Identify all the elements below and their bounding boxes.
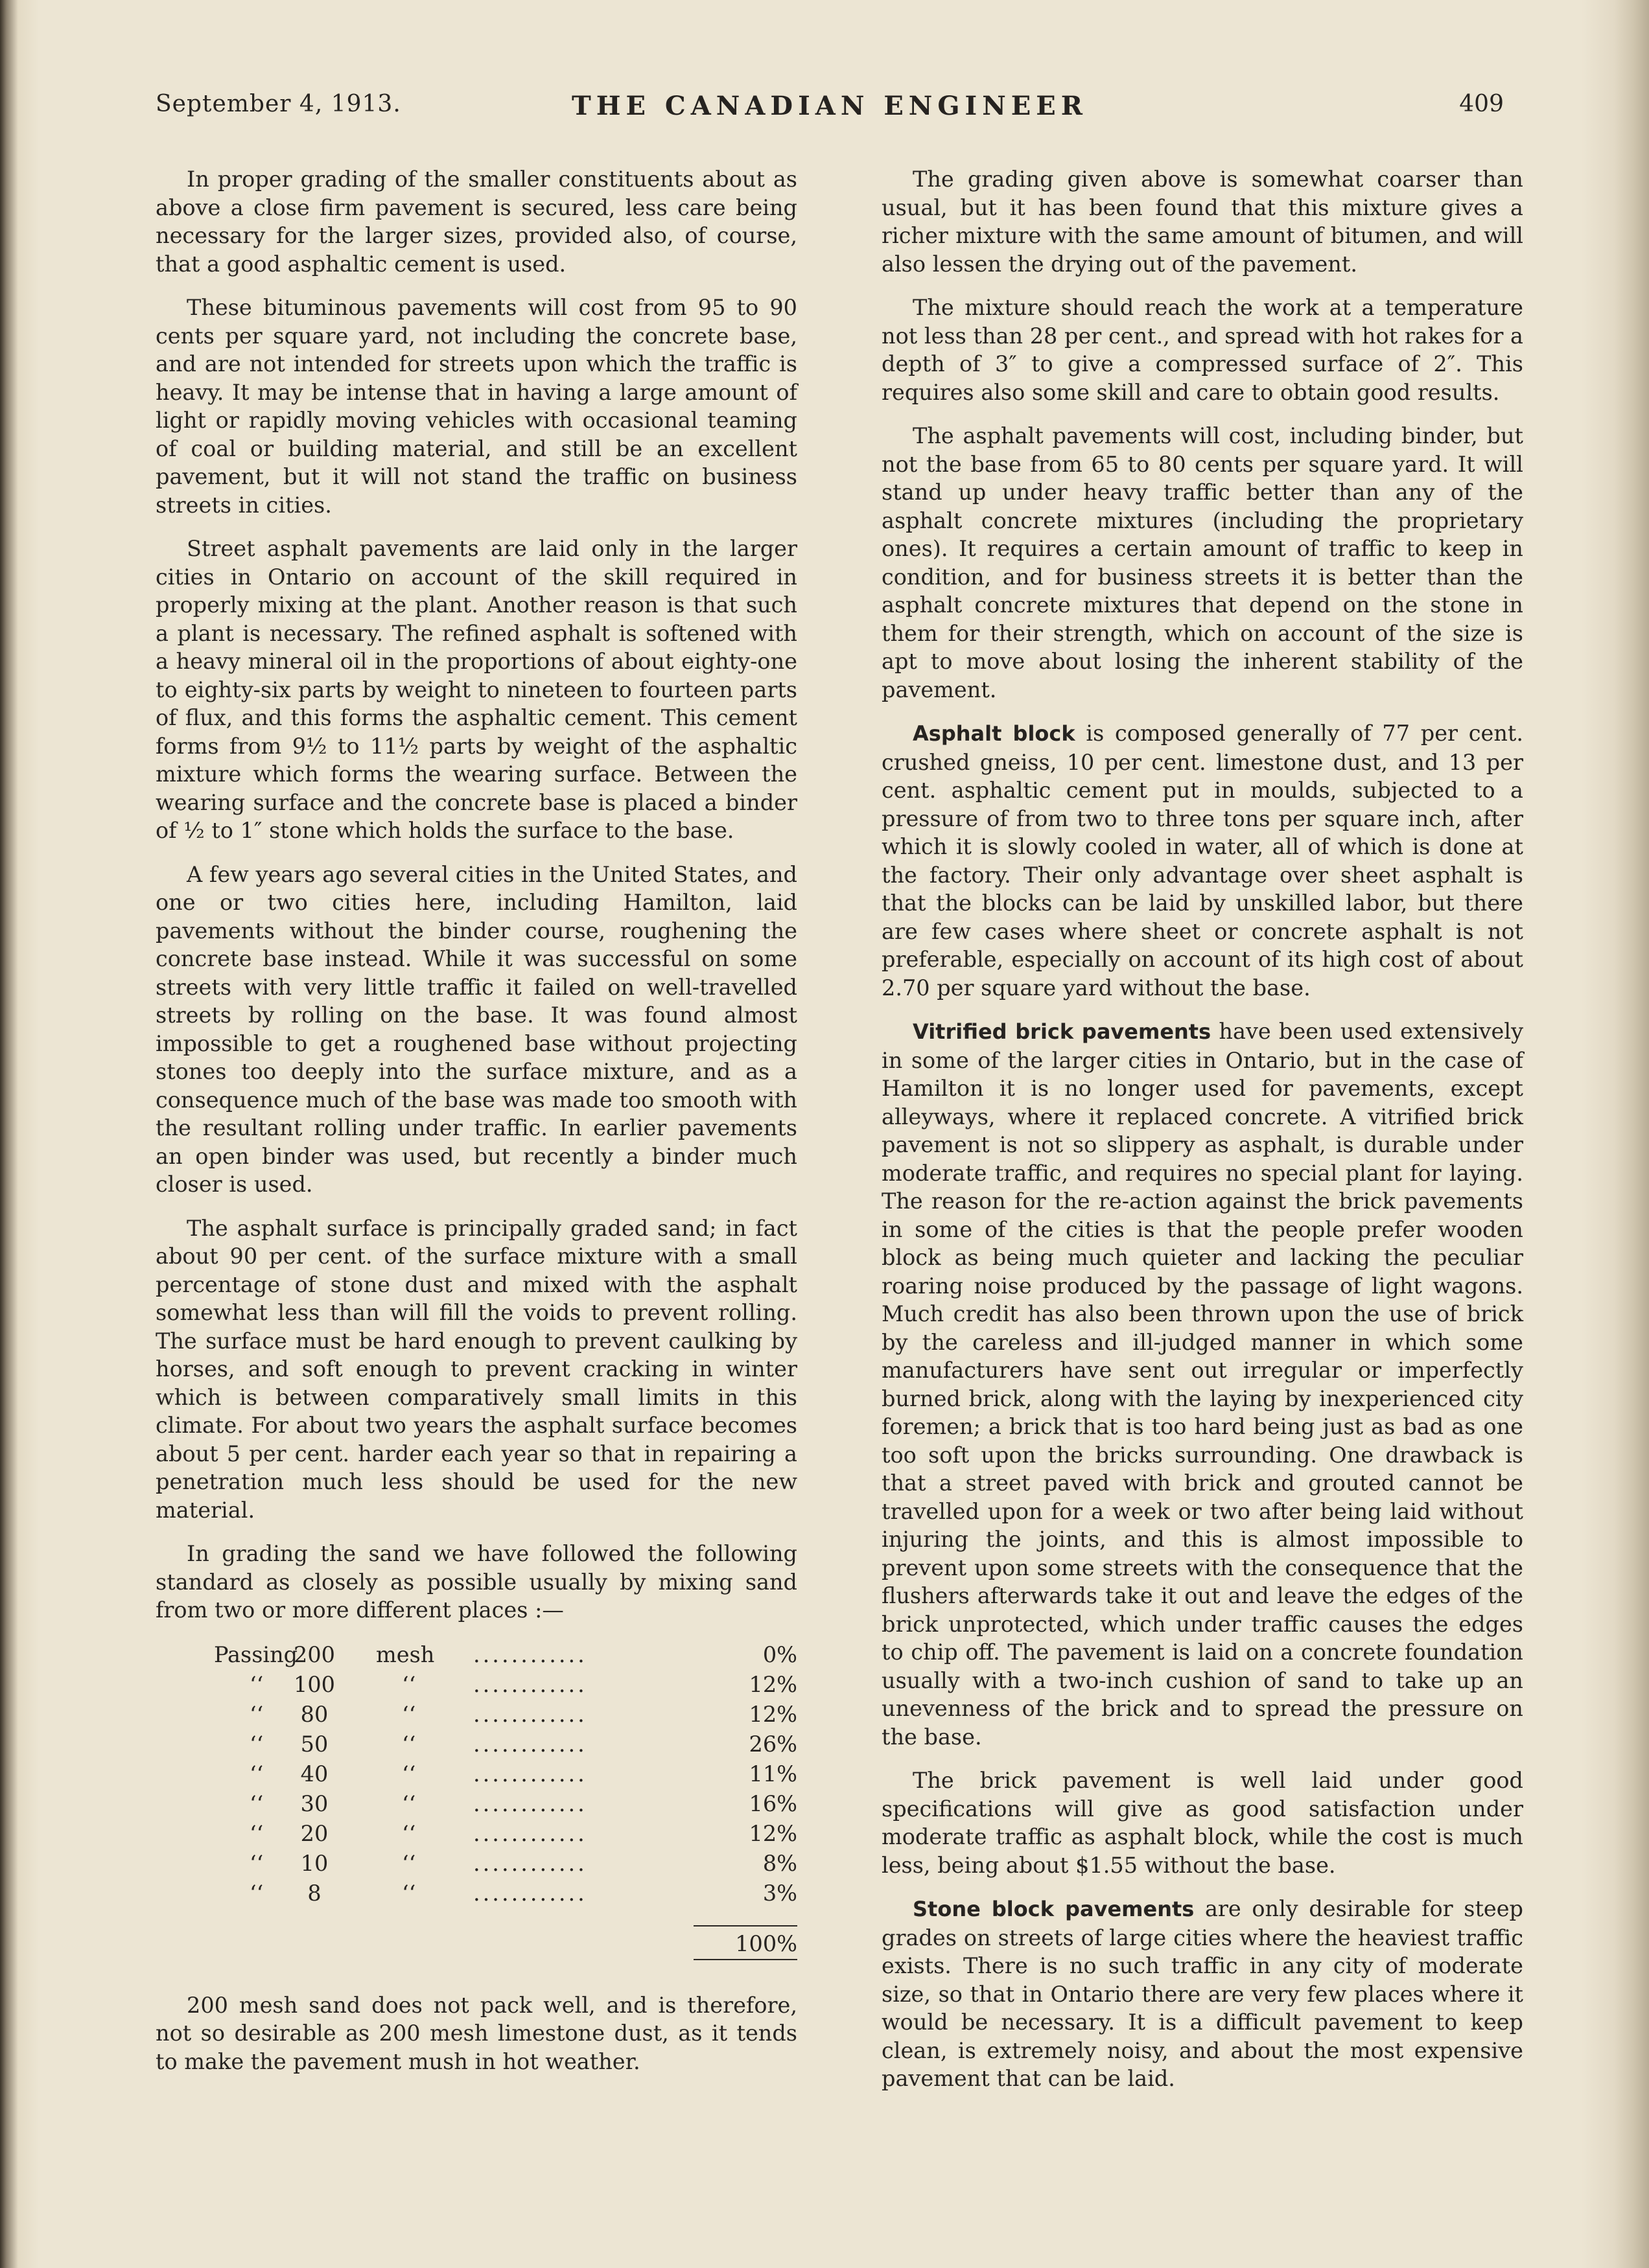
percent-value: 8%	[762, 1850, 797, 1876]
leader-dots: ............	[473, 1701, 587, 1727]
percent-value: 12%	[749, 1671, 797, 1697]
paragraph: These bituminous pavements will cost from 95 to 90 cents per square yard, not including the concrete base, and are not intended for streets upon which the traffic is heavy. It may be intense that in having a large amount of light or rapidly moving vehicles with occasional teaming of coal or building material, and still be an excellent pavement, but it will not stand the traffic on business streets in cities.	[156, 295, 797, 518]
ditto-mark: ‘‘	[250, 1850, 264, 1876]
section-lead-stone-block: Stone block pavements	[913, 1897, 1195, 1921]
ditto-mark: ‘‘	[402, 1701, 416, 1727]
table-row	[156, 1670, 797, 1700]
mesh-size: 20	[300, 1820, 329, 1846]
paragraph: 200 mesh sand does not pack well, and is therefore, not so desirable as 200 mesh limestone dust, as it tends to make the pavement mush in hot weather.	[156, 1992, 797, 2074]
right-column	[882, 165, 1523, 2109]
paragraph: The asphalt pavements will cost, including binder, but not the base from 65 to 80 cents per square yard. It will stand up under heavy traffic better than any of the asphalt concrete mixtures (including the proprietary ones). It requires a certain amount of traffic to keep in condition, and for business streets it is better than the asphalt concrete mixtures that depend on the stone in them for their strength, which on account of the size is apt to move about losing the inherent stability of the pavement.	[882, 423, 1523, 702]
table-total-row	[156, 1927, 797, 1959]
ditto-mark: ‘‘	[402, 1820, 416, 1846]
ditto-mark: ‘‘	[250, 1880, 264, 1906]
page-header	[156, 91, 1504, 130]
leader-dots: ............	[473, 1731, 587, 1757]
sand-grading-table	[156, 1640, 797, 1960]
ditto-mark: ‘‘	[402, 1850, 416, 1876]
paragraph: The brick pavement is well laid under good specifications will give as good satisfaction under moderate traffic as asphalt block, while the cost is much less, being about $1.55 without the base.	[882, 1768, 1523, 1878]
ditto-mark: ‘‘	[250, 1790, 264, 1816]
mesh-size: 100	[294, 1671, 335, 1697]
table-row	[156, 1819, 797, 1849]
mesh-size: 10	[300, 1850, 329, 1876]
percent-value: 12%	[749, 1820, 797, 1846]
leader-dots: ............	[473, 1761, 587, 1787]
left-column	[156, 165, 797, 2091]
table-row	[156, 1640, 797, 1670]
leader-dots: ............	[473, 1671, 587, 1697]
issue-date: September 4, 1913.	[156, 91, 401, 117]
journal-title: THE CANADIAN ENGINEER	[571, 91, 1088, 121]
ditto-mark: ‘‘	[402, 1731, 416, 1757]
paragraph: The grading given above is somewhat coarser than usual, but it has been found that this mixture gives a richer mixture with the same amount of bitumen, and will also lessen the drying out of the pavement.	[882, 167, 1523, 277]
paragraph: A few years ago several cities in the United States, and one or two cities here, including Hamilton, laid pavements without the binder course, roughening the concrete base instead. While it was successful on some streets with very little traffic it failed on well-travelled streets by rolling on the base. It was found almost impossible to get a roughened base without projecting stones too deeply into the surface mixture, and as a consequence much of the base was made too smooth with the resultant rolling under traffic. In earlier pavements an open binder was used, but recently a binder much closer is used.	[156, 861, 797, 1197]
mesh-size: 200	[294, 1641, 335, 1667]
section-lead-vitrified-brick: Vitrified brick pavements	[913, 1019, 1211, 1044]
ditto-mark: ‘‘	[250, 1671, 264, 1697]
paragraph	[882, 1017, 1523, 1751]
table-row	[156, 1789, 797, 1819]
paragraph	[882, 1895, 1523, 2093]
table-row	[156, 1759, 797, 1789]
ditto-mark: ‘‘	[250, 1731, 264, 1757]
leader-dots: ............	[473, 1641, 587, 1667]
total-percent: 100%	[735, 1930, 797, 1956]
percent-value: 16%	[749, 1790, 797, 1816]
table-row	[156, 1879, 797, 1908]
percent-value: 12%	[749, 1701, 797, 1727]
mesh-unit: mesh	[376, 1641, 435, 1667]
percent-value: 0%	[762, 1641, 797, 1667]
paragraph: Street asphalt pavements are laid only in the larger cities in Ontario on account of the skill required in properly mixing at the plant. Another reason is that such a plant is necessary. The refined asphalt is softened with a heavy mineral oil in the proportions of about eighty-one to eighty-six parts by weight to nineteen to fourteen parts of flux, and this forms the asphaltic cement. This cement forms from 9½ to 11½ parts by weight of the asphaltic mixture which forms the wearing surface. Between the wearing surface and the concrete base is placed a binder of ½ to 1″ stone which holds the surface to the base.	[156, 536, 797, 843]
paragraph	[882, 719, 1523, 1002]
paragraph-text: are only desirable for steep grades on streets of large cities where the heaviest traffic exists. There is no such traffic in any city of moderate size, so that in Ontario there are very few places where it would be necessary. It is a difficult pavement to keep clean, is extremely noisy, and about the most expensive pavement that can be laid.	[882, 1896, 1524, 2091]
paragraph: In proper grading of the smaller constituents about as above a close firm pavement is secured, less care being necessary for the larger sizes, provided also, of course, that a good asphaltic cement is used.	[156, 167, 797, 277]
ditto-mark: ‘‘	[402, 1880, 416, 1906]
percent-value: 11%	[749, 1761, 797, 1787]
percent-value: 26%	[749, 1731, 797, 1757]
ditto-mark: ‘‘	[402, 1671, 416, 1697]
percent-value: 3%	[762, 1880, 797, 1906]
table-row	[156, 1730, 797, 1759]
mesh-size: 80	[300, 1701, 329, 1727]
paragraph-text: is composed generally of 77 per cent. crushed gneiss, 10 per cent. limestone dust, and 13 per cent. asphaltic cement put in moulds, subjected to a pressure of from two to three tons per square inch, after which it is slowly cooled in water, all of which is done at the factory. Their only advantage over sheet asphalt is that the blocks can be laid by unskilled labor, but there are few cases where sheet or concrete asphalt is not preferable, especially on account of its high cost of about 2.70 per square yard without the base.	[882, 721, 1524, 1001]
paragraph: In grading the sand we have followed the following standard as closely as possible usually by mixing sand from two or more different places :—	[156, 1541, 797, 1623]
paragraph: The mixture should reach the work at a temperature not less than 28 per cent., and spread with hot rakes for a depth of 3″ to give a compressed surface of 2″. This requires also some skill and care to obtain good results.	[882, 295, 1523, 405]
mesh-size: 30	[300, 1790, 329, 1816]
section-lead-asphalt-block: Asphalt block	[913, 721, 1075, 746]
mesh-size: 50	[300, 1731, 329, 1757]
ditto-mark: ‘‘	[250, 1761, 264, 1787]
ditto-mark: ‘‘	[402, 1790, 416, 1816]
leader-dots: ............	[473, 1820, 587, 1846]
total-rule-bottom	[694, 1959, 797, 1960]
leader-dots: ............	[473, 1850, 587, 1876]
passing-label: Passing	[214, 1641, 298, 1667]
paragraph-text: have been used extensively in some of the larger cities in Ontario, but in the case of Hamilton it is no longer used for pavements, except alleyways, where it replaced concrete. A vitrified brick pavement is not so slippery as asphalt, is durable under moderate traffic, and requires no special plant for laying. The reason for the re-action against the brick pavements in some of the cities is that the people prefer wooden block as being much quieter and lacking the peculiar roaring noise produced by the passage of light wagons. Much credit has also been thrown upon the use of brick by the careless and ill-judged manner in which some manufacturers have sent out irregular or imperfectly burned brick, along with the laying by inexperienced city foremen; a brick that is too hard being just as bad as one too soft upon the bricks surrounding. One drawback is that a street paved with brick and grouted cannot be travelled upon for a week or two after being laid without injuring the joints, and this is almost impossible to prevent upon some streets with the consequence that the flushers afterwards take it out and leave the edges of the brick unprotected, which under traffic causes the edges to chip off. The pavement is laid on a concrete foundation usually with a two-inch cushion of sand to take up an unevenness of the brick and to spread the pressure on the base.	[882, 1019, 1523, 1750]
paragraph: The asphalt surface is principally graded sand; in fact about 90 per cent. of the surface mixture with a small percentage of stone dust and mixed with the asphalt somewhat less than will fill the voids to prevent rolling. The surface must be hard enough to prevent caulking by horses, and soft enough to prevent cracking in winter which is between comparatively small limits in this climate. For about two years the asphalt surface becomes about 5 per cent. harder each year so that in repairing a penetration much less should be used for the new material.	[156, 1215, 797, 1523]
mesh-size: 40	[300, 1761, 329, 1787]
page-number: 409	[1459, 91, 1504, 117]
ditto-mark: ‘‘	[250, 1820, 264, 1846]
ditto-mark: ‘‘	[402, 1761, 416, 1787]
leader-dots: ............	[473, 1880, 587, 1906]
table-row	[156, 1849, 797, 1879]
table-row	[156, 1700, 797, 1730]
mesh-size: 8	[307, 1880, 322, 1906]
ditto-mark: ‘‘	[250, 1701, 264, 1727]
leader-dots: ............	[473, 1790, 587, 1816]
